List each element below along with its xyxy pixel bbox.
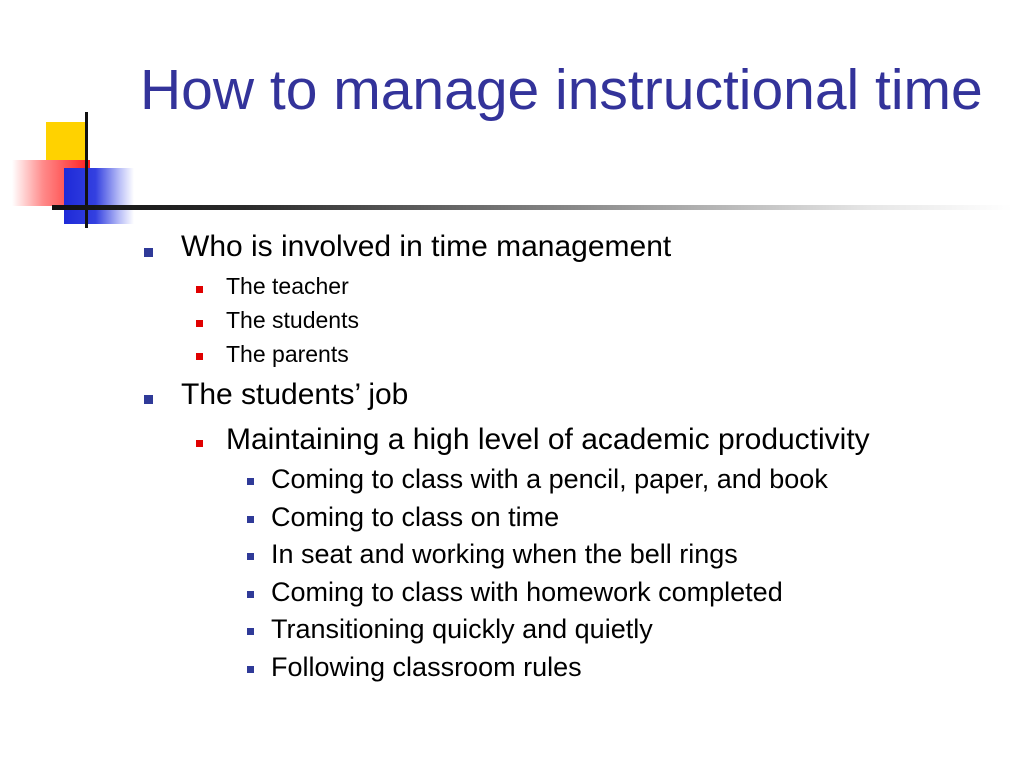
bullet-level3: Coming to class with homework completed (271, 577, 783, 607)
slide-title: How to manage instructional time (140, 58, 983, 122)
bullet-square-icon (144, 395, 153, 404)
bullet-square-icon (247, 628, 254, 635)
bullet-level3: Coming to class on time (271, 502, 560, 532)
bullet-square-icon (247, 591, 254, 598)
bullet-square-icon (247, 666, 254, 673)
bullet-level1: Who is involved in time management (181, 230, 672, 263)
bullet-level3: In seat and working when the bell rings (271, 539, 738, 569)
bullet-square-icon (196, 353, 203, 360)
bullet-square-icon (196, 320, 203, 327)
bullet-square-icon (196, 440, 203, 447)
bullet-level2: The teacher (226, 273, 349, 299)
bullet-square-icon (247, 478, 254, 485)
bullet-square-icon (247, 516, 254, 523)
bullet-level1: The students’ job (181, 378, 409, 411)
bullet-level2: Maintaining a high level of academic productivity (226, 423, 870, 456)
bullet-level2: The students (226, 307, 359, 333)
bullet-square-icon (247, 553, 254, 560)
bullet-level3: Transitioning quickly and quietly (271, 614, 653, 644)
bullet-square-icon (196, 286, 203, 293)
bullet-level2: The parents (226, 341, 349, 367)
bullet-level3: Coming to class with a pencil, paper, and book (271, 464, 828, 494)
bullet-level3: Following classroom rules (271, 652, 582, 682)
bullet-square-icon (144, 248, 153, 257)
